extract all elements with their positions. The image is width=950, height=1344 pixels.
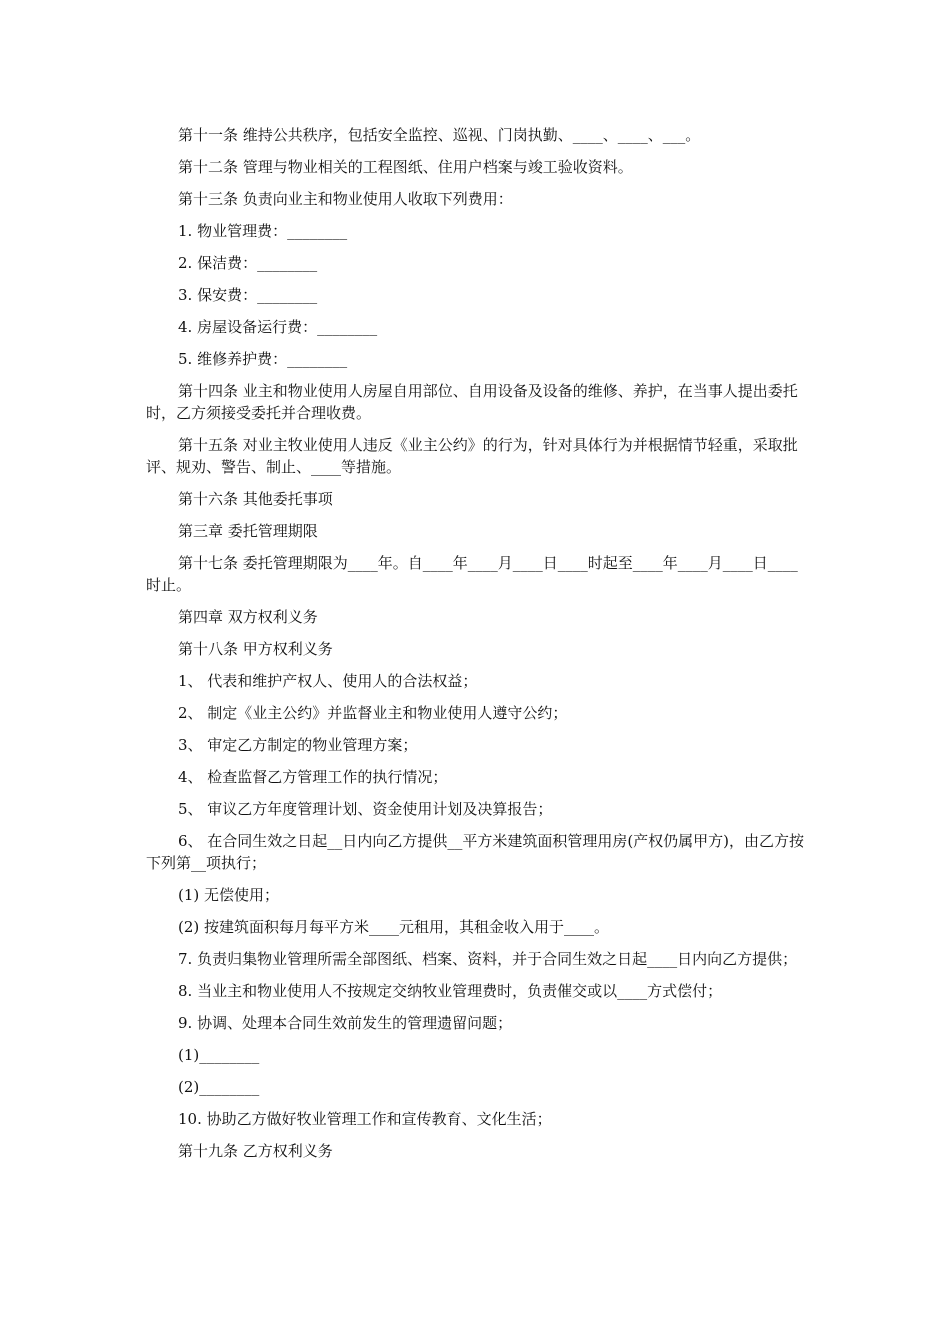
chapter-3-heading: 第三章 委托管理期限 <box>178 522 318 540</box>
clause-16: 第十六条 其他委托事项 <box>178 490 333 508</box>
clause-19: 第十九条 乙方权利义务 <box>178 1142 333 1160</box>
clause-17: 第十七条 委托管理期限为____年。自____年____月____日____时起至____年____月____日____时止。 <box>146 554 798 594</box>
clause-11: 第十一条 维持公共秩序，包括安全监控、巡视、门岗执勤、____、____、___。 <box>178 126 701 144</box>
party-a-duty-5: 5、 审议乙方年度管理计划、资金使用计划及决算报告； <box>178 800 553 818</box>
fee-item-4: 4. 房屋设备运行费：________ <box>178 318 378 336</box>
fee-item-1: 1. 物业管理费：________ <box>178 222 348 240</box>
legacy-item-2: (2)________ <box>178 1078 260 1096</box>
party-a-duty-10: 10. 协助乙方做好牧业管理工作和宣传教育、文化生活； <box>178 1110 552 1128</box>
party-a-duty-1: 1、 代表和维护产权人、使用人的合法权益； <box>178 672 478 690</box>
party-a-duty-9: 9. 协调、处理本合同生效前发生的管理遗留问题； <box>178 1014 513 1032</box>
clause-12: 第十二条 管理与物业相关的工程图纸、住用户档案与竣工验收资料。 <box>178 158 633 176</box>
clause-14: 第十四条 业主和物业使用人房屋自用部位、自用设备及设备的维修、养护，在当事人提出委托时，乙方须接受委托并合理收费。 <box>146 382 798 422</box>
document-body <box>146 124 812 1172</box>
option-1: (1) 无偿使用； <box>178 886 280 904</box>
party-a-duty-3: 3、 审定乙方制定的物业管理方案； <box>178 736 418 754</box>
clause-18: 第十八条 甲方权利义务 <box>178 640 333 658</box>
party-a-duty-6: 6、 在合同生效之日起__日内向乙方提供__平方米建筑面积管理用房(产权仍属甲方)，由乙方按下列第__项执行； <box>146 832 805 872</box>
clause-13: 第十三条 负责向业主和物业使用人收取下列费用： <box>178 190 513 208</box>
fee-item-3: 3. 保安费：________ <box>178 286 318 304</box>
legacy-item-1: (1)________ <box>178 1046 260 1064</box>
clause-15: 第十五条 对业主牧业使用人违反《业主公约》的行为，针对具体行为并根据情节轻重，采取批评、规劝、警告、制止、____等措施。 <box>146 436 798 476</box>
option-2: (2) 按建筑面积每月每平方米____元租用，其租金收入用于____。 <box>178 918 610 936</box>
fee-item-5: 5. 维修养护费：________ <box>178 350 348 368</box>
party-a-duty-7: 7. 负责归集物业管理所需全部图纸、档案、资料，并于合同生效之日起____日内向乙方提供； <box>178 950 798 968</box>
party-a-duty-2: 2、 制定《业主公约》并监督业主和物业使用人遵守公约； <box>178 704 568 722</box>
party-a-duty-8: 8. 当业主和物业使用人不按规定交纳牧业管理费时，负责催交或以____方式偿付； <box>178 982 723 1000</box>
fee-item-2: 2. 保洁费：________ <box>178 254 318 272</box>
chapter-4-heading: 第四章 双方权利义务 <box>178 608 318 626</box>
party-a-duty-4: 4、 检查监督乙方管理工作的执行情况； <box>178 768 448 786</box>
